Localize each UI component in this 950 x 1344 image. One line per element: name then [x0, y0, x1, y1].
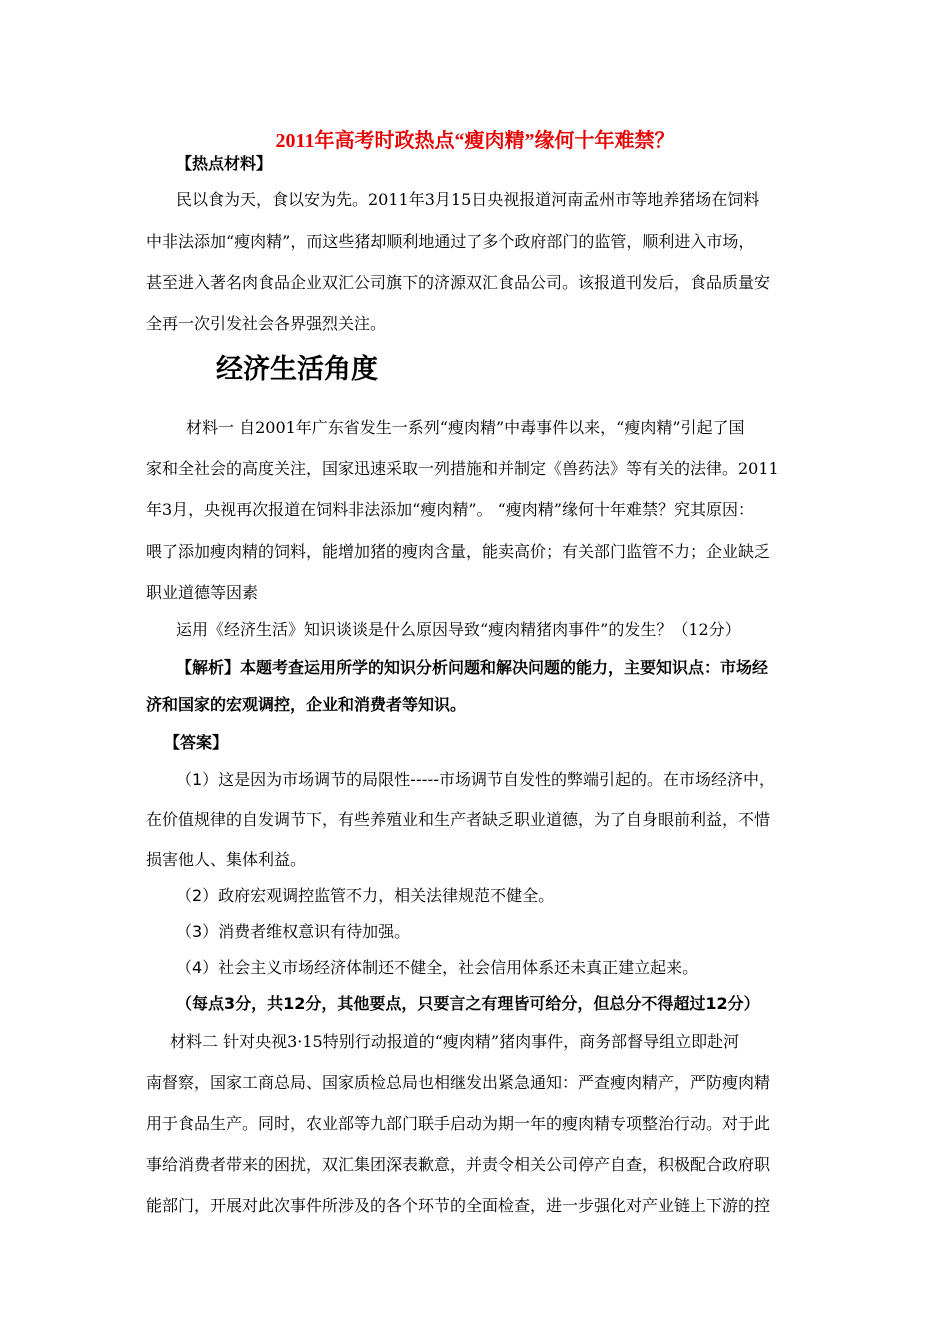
hot-material-line: 甚至进入著名肉食品企业双汇公司旗下的济源双汇食品公司。该报道刊发后，食品质量安: [146, 273, 771, 292]
hot-material-line: 民以食为天，食以安为先。2011年3月15日央视报道河南孟州市等地养猪场在饲料: [176, 190, 760, 209]
answer-line: （4）社会主义市场经济体制还不健全，社会信用体系还未真正建立起来。: [176, 958, 699, 977]
material2-line: 能部门，开展对此次事件所涉及的各个环节的全面检查，进一步强化对产业链上下游的控: [146, 1196, 771, 1215]
material2-line: 南督察，国家工商总局、国家质检总局也相继发出紧急通知：严查瘦肉精产，严防瘦肉精: [146, 1073, 771, 1092]
answer-line: 损害他人、集体利益。: [146, 850, 307, 869]
material1-line: 喂了添加瘦肉精的饲料，能增加猪的瘦肉含量，能卖高价；有关部门监管不力；企业缺乏: [146, 542, 771, 561]
material1-line: 材料一 自2001年广东省发生一系列“瘦肉精”中毒事件以来，“瘦肉精”引起了国: [186, 418, 745, 437]
analysis-line: 【解析】本题考查运用所学的知识分析问题和解决问题的能力，主要知识点：市场经: [176, 658, 769, 677]
scoring-note: （每点3分，共12分，其他要点，只要言之有理皆可给分，但总分不得超过12分）: [176, 994, 760, 1013]
question-line: 运用《经济生活》知识谈谈是什么原因导致“瘦肉精猪肉事件”的发生？（12分）: [176, 620, 741, 639]
section-heading: 经济生活角度: [216, 354, 378, 385]
answer-line: （3）消费者维权意识有待加强。: [176, 922, 411, 941]
hot-material-line: 全再一次引发社会各界强烈关注。: [146, 314, 387, 333]
analysis-line: 济和国家的宏观调控，企业和消费者等知识。: [146, 695, 467, 714]
answer-line: （1）这是因为市场调节的局限性-----市场调节自发性的弊端引起的。在市场经济中，: [176, 770, 776, 789]
material1-line: 年3月，央视再次报道在饲料非法添加“瘦肉精”。 “瘦肉精”缘何十年难禁？究其原因：: [146, 500, 754, 519]
material1-line: 家和全社会的高度关注，国家迅速采取一列措施和并制定《兽药法》等有关的法律。2011: [146, 459, 779, 478]
material2-line: 事给消费者带来的困扰，双汇集团深表歉意，并责令相关公司停产自查，积极配合政府职: [146, 1155, 771, 1174]
material2-line: 用于食品生产。同时，农业部等九部门联手启动为期一年的瘦肉精专项整治行动。对于此: [146, 1114, 771, 1133]
answer-line: （2）政府宏观调控监管不力，相关法律规范不健全。: [176, 886, 555, 905]
hot-material-line: 中非法添加“瘦肉精”，而这些猪却顺利地通过了多个政府部门的监管，顺利进入市场，: [146, 232, 755, 251]
document-title: 2011年高考时政热点“瘦肉精”缘何十年难禁？: [275, 130, 675, 152]
material1-line: 职业道德等因素: [146, 583, 259, 602]
material2-line: 材料二 针对央视3·15特别行动报道的“瘦肉精”猪肉事件，商务部督导组立即赴河: [170, 1032, 740, 1051]
answer-line: 在价值规律的自发调节下，有些养殖业和生产者缺乏职业道德，为了自身眼前利益，不惜: [146, 810, 771, 829]
answer-header: 【答案】: [164, 733, 229, 752]
hot-material-header: 【热点材料】: [176, 154, 273, 173]
